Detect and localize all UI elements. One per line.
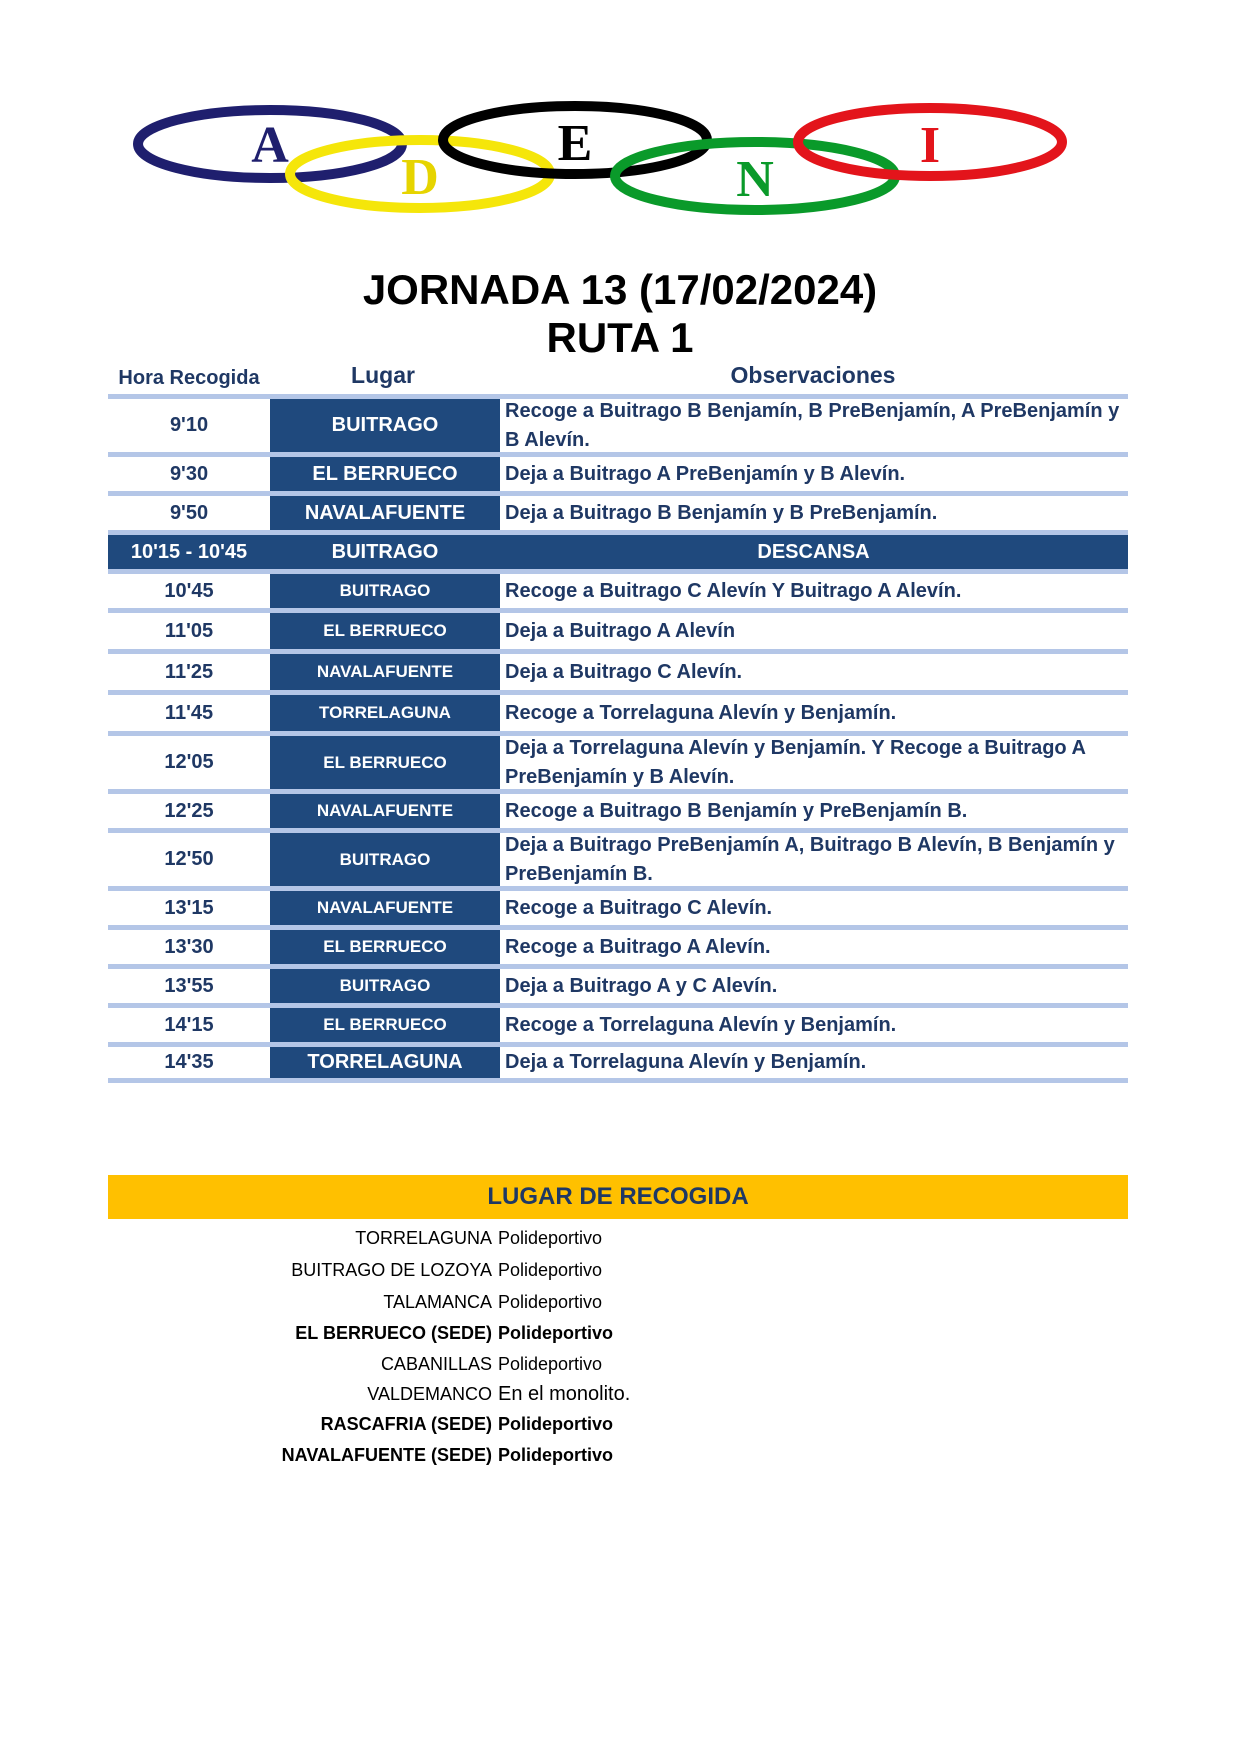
logo-letter-i: I [919,117,941,174]
pickup-place-row [108,1254,1128,1286]
cell-hora: 9'10 [169,414,209,436]
cell-observaciones: Deja a Buitrago A PreBenjamín y B Alevín. [505,462,906,485]
page-title: JORNADA 13 (17/02/2024) [362,266,878,313]
cell-observaciones: Recoge a Buitrago C Alevín Y Buitrago A Alevín. [505,579,962,602]
logo-letter-e: E [557,115,593,172]
cell-observaciones: Recoge a Torrelaguna Alevín y Benjamín. [505,701,897,724]
cell-observaciones: Recoge a Buitrago A Alevín. [505,935,771,958]
route-title: RUTA 1 [546,314,694,361]
cell-lugar: NAVALAFUENTE [270,891,500,925]
cell-observaciones: Recoge a Buitrago B Benjamín, B PreBenjamín, A PreBenjamín y B Alevín. [505,399,1120,451]
table-row [108,452,1128,491]
cell-lugar: NAVALAFUENTE [270,794,500,828]
pickup-place-location: Polideportivo [498,1354,603,1374]
table-row [108,690,1128,731]
pickup-place-location: Polideportivo [498,1291,603,1312]
table-row [108,925,1128,964]
cell-hora: 10'45 [164,579,214,602]
cell-hora: 14'15 [164,1013,214,1036]
pickup-place-name: EL BERRUECO (SEDE) [295,1323,492,1343]
cell-hora: 11'05 [164,619,214,642]
cell-observaciones: Deja a Buitrago C Alevín. [505,660,743,683]
cell-hora: 11'25 [164,660,214,683]
cell-lugar: EL BERRUECO [270,613,500,649]
pickup-place-row [108,1440,1128,1471]
cell-observaciones: Recoge a Buitrago B Benjamín y PreBenjamín B. [505,799,968,822]
table-row [108,964,1128,1003]
table-row [108,608,1128,649]
cell-hora: 12'05 [164,751,214,773]
cell-lugar: NAVALAFUENTE [270,496,500,530]
cell-hora: 13'30 [164,935,214,958]
pickup-place-location: En el monolito. [498,1383,631,1405]
pickup-place-row [108,1349,1128,1380]
table-row [108,569,1128,608]
table-row [108,886,1128,925]
logo-letter-a: A [251,117,289,174]
cell-hora: 14'35 [164,1051,214,1073]
cell-lugar: TORRELAGUNA [270,1047,500,1078]
pickup-section-title: LUGAR DE RECOGIDA [108,1175,1128,1219]
cell-lugar: NAVALAFUENTE [270,654,500,690]
cell-observaciones: Deja a Torrelaguna Alevín y Benjamín. Y Recoge a Buitrago A PreBenjamín y B Alevín. [505,736,1086,788]
cell-hora: 9'50 [169,501,209,524]
cell-lugar: EL BERRUECO [270,736,500,789]
cell-observaciones: Recoge a Buitrago C Alevín. [505,896,773,919]
cell-lugar: EL BERRUECO [270,457,500,491]
pickup-place-location: Polideportivo [498,1414,614,1434]
column-header-observaciones: Observaciones [730,362,896,388]
table-row [108,1042,1128,1083]
column-header-hora: Hora Recogida [118,367,260,389]
pickup-place-name: CABANILLAS [380,1354,492,1374]
cell-lugar: EL BERRUECO [270,930,500,964]
pickup-place-name: TORRELAGUNA [355,1227,492,1248]
cell-observaciones: Deja a Buitrago B Benjamín y B PreBenjamín. [505,501,938,524]
table-row [108,828,1128,886]
pickup-place-name: RASCAFRIA (SEDE) [320,1414,492,1434]
pickup-place-row [108,1286,1128,1318]
pickup-place-row [108,1222,1128,1254]
cell-hora: 12'25 [164,799,214,822]
cell-observaciones: Deja a Torrelaguna Alevín y Benjamín. [505,1051,867,1073]
logo-letter-n: N [736,151,774,208]
column-header-lugar: Lugar [351,362,415,388]
cell-lugar: BUITRAGO [270,833,500,886]
pickup-place-name: BUITRAGO DE LOZOYA [291,1259,492,1280]
cell-lugar: BUITRAGO [270,535,500,569]
cell-lugar: EL BERRUECO [270,1008,500,1042]
logo-letter-d: D [401,149,439,206]
cell-hora: 12'50 [164,848,214,870]
table-row [108,491,1128,530]
cell-observaciones: DESCANSA [757,540,870,563]
pickup-places-list [108,1222,1128,1471]
cell-observaciones: Deja a Buitrago A y C Alevín. [505,974,778,997]
cell-lugar: BUITRAGO [270,574,500,608]
cell-hora: 10'15 - 10'45 [130,540,248,563]
table-row [108,530,1128,569]
pickup-place-name: TALAMANCA [383,1291,492,1312]
table-row [108,394,1128,452]
cell-observaciones: Deja a Buitrago A Alevín [505,619,736,642]
pickup-place-row [108,1409,1128,1440]
pickup-place-location: Polideportivo [498,1259,603,1280]
table-row [108,789,1128,828]
pickup-place-name: VALDEMANCO [367,1384,492,1404]
schedule-table [108,394,1128,1083]
cell-lugar: BUITRAGO [270,969,500,1003]
cell-hora: 11'45 [164,701,214,724]
adeni-logo [130,100,1070,230]
cell-hora: 13'55 [164,974,214,997]
pickup-place-row [108,1318,1128,1349]
pickup-place-location: Polideportivo [498,1227,603,1248]
pickup-place-row [108,1380,1128,1409]
table-row [108,731,1128,789]
table-row [108,649,1128,690]
pickup-place-name: NAVALAFUENTE (SEDE) [281,1445,492,1465]
cell-hora: 13'15 [164,896,214,919]
cell-lugar: BUITRAGO [270,399,500,452]
cell-observaciones: Deja a Buitrago PreBenjamín A, Buitrago B Alevín, B Benjamín y PreBenjamín B. [505,833,1115,885]
pickup-place-location: Polideportivo [498,1445,614,1465]
pickup-place-location: Polideportivo [498,1323,614,1343]
cell-hora: 9'30 [169,462,209,485]
cell-observaciones: Recoge a Torrelaguna Alevín y Benjamín. [505,1013,897,1036]
cell-lugar: TORRELAGUNA [270,695,500,731]
table-row [108,1003,1128,1042]
